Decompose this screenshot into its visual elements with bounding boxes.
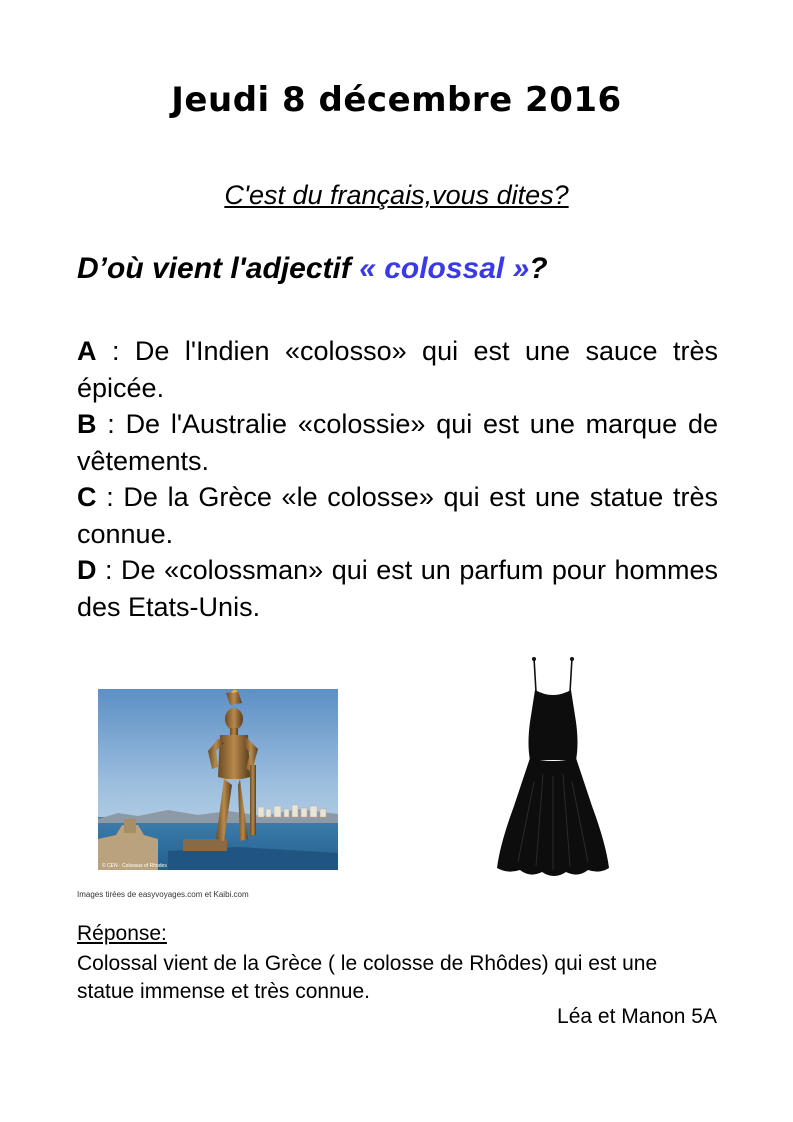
answer-text: : De l'Indien «colosso» qui est une sauce très épicée. bbox=[77, 336, 718, 403]
response-label: Réponse: bbox=[77, 922, 167, 945]
section-subtitle: C'est du français,vous dites? bbox=[224, 180, 569, 210]
answer-option-a bbox=[77, 333, 718, 406]
answer-text: : De la Grèce «le colosse» qui est une statue très connue. bbox=[77, 482, 718, 549]
answer-letter: C bbox=[77, 482, 97, 512]
response-text: Colossal vient de la Grèce ( le colosse de Rhôdes) qui est une statue immense et très connue. bbox=[77, 952, 658, 1003]
answer-text: : De l'Australie «colossie» qui est une marque de vêtements. bbox=[77, 409, 718, 476]
authors-signature: Léa et Manon 5A bbox=[557, 1005, 717, 1028]
answer-letter: D bbox=[77, 555, 97, 585]
page-date-title: Jeudi 8 décembre 2016 bbox=[171, 80, 622, 120]
question-text-end: ? bbox=[529, 252, 548, 285]
answer-letter: B bbox=[77, 409, 97, 439]
answer-text: : De «colossman» qui est un parfum pour hommes des Etats-Unis. bbox=[77, 555, 718, 622]
question-highlight-word: « colossal » bbox=[359, 252, 530, 285]
answer-option-b bbox=[77, 406, 718, 479]
colossus-of-rhodes-image bbox=[98, 689, 338, 870]
image-credits: Images tirées de easyvoyages.com et Kaibi.com bbox=[77, 890, 249, 899]
answer-options bbox=[77, 333, 718, 625]
answer-letter: A bbox=[77, 336, 97, 366]
question-heading bbox=[77, 252, 548, 286]
image-caption: © CEN · Colossus of Rhodes bbox=[102, 863, 167, 869]
black-dress-image bbox=[488, 656, 618, 884]
question-text-start: D’où vient l'adjectif bbox=[77, 252, 360, 285]
answer-option-c bbox=[77, 479, 718, 552]
answer-option-d bbox=[77, 552, 718, 625]
